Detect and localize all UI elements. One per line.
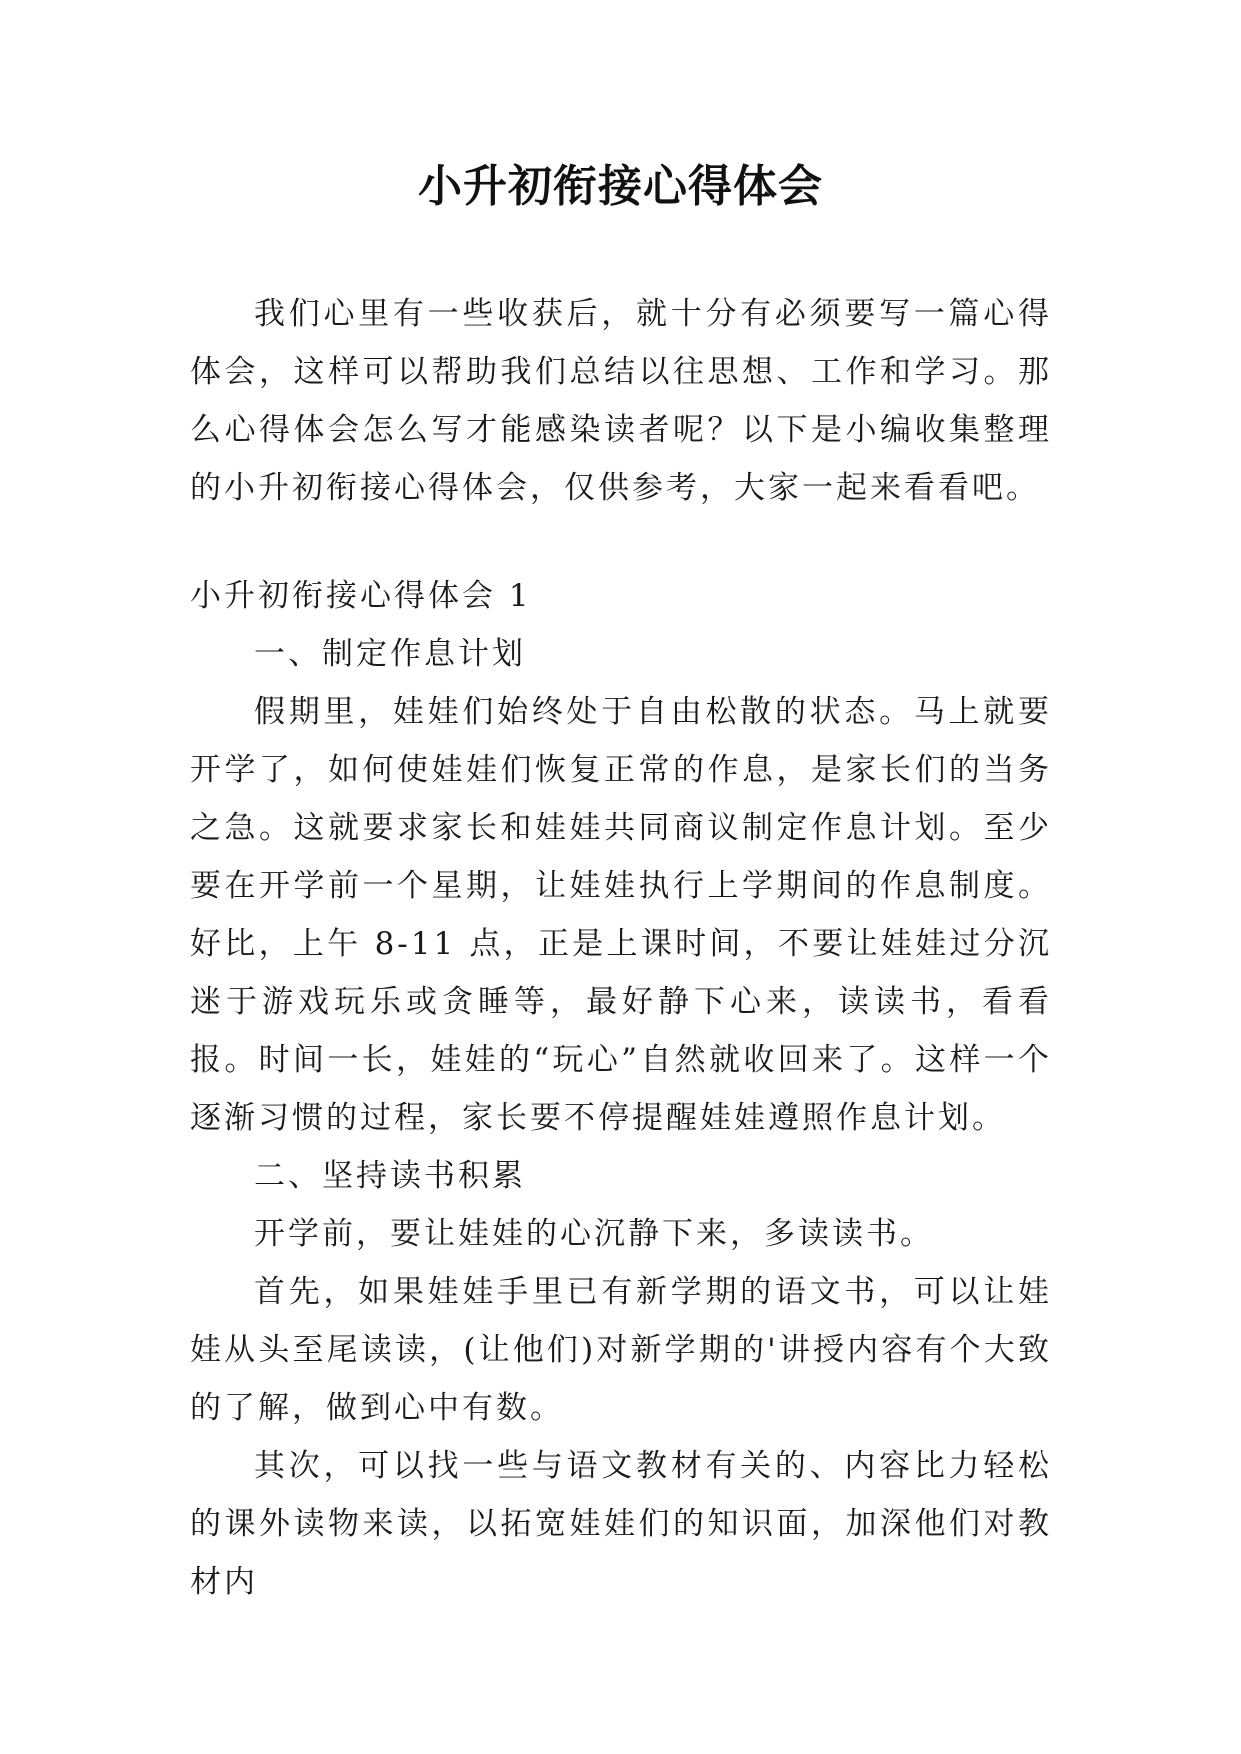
subheading-schedule: 一、制定作息计划 — [254, 636, 526, 672]
paragraph-gap — [190, 517, 1052, 567]
paragraph-first: 首先，如果娃娃手里已有新学期的语文书，可以让娃娃从头至尾读读，(让他们)对新学期的'讲授内容有个大致的了解，做到心中有数。 — [190, 1274, 1052, 1426]
document-title: 小升初衔接心得体会 — [418, 161, 823, 212]
paragraph-schedule: 假期里，娃娃们始终处于自由松散的状态。马上就要开学了，如何使娃娃们恢复正常的作息，是家长们的当务之急。这就要求家长和娃娃共同商议制定作息计划。至少要在开学前一个星期，让娃娃执行上学期间的作息制度。好比，上午 8-11 点，正是上课时间，不要让娃娃过分沉迷于游戏玩乐或贪睡等，最好静下心来，读读书，看看报。时间一长，娃娃的“玩心”自然就收回来了。这样一个逐渐习惯的过程，家长要不停提醒娃娃遵照作息计划。 — [190, 694, 1052, 1136]
section-heading: 小升初衔接心得体会 1 — [190, 578, 532, 614]
paragraph-reading-intro: 开学前，要让娃娃的心沉静下来，多读读书。 — [254, 1216, 934, 1252]
intro-paragraph: 我们心里有一些收获后，就十分有必须要写一篇心得体会，这样可以帮助我们总结以往思想、工作和学习。那么心得体会怎么写才能感染读者呢？以下是小编收集整理的小升初衔接心得体会，仅供参考，大家一起来看看吧。 — [190, 296, 1052, 506]
subheading-reading: 二、坚持读书积累 — [254, 1158, 526, 1194]
paragraph-second: 其次，可以找一些与语文教材有关的、内容比力轻松的课外读物来读，以拓宽娃娃们的知识面，加深他们对教材内 — [190, 1448, 1052, 1600]
document-body — [190, 285, 1052, 1611]
